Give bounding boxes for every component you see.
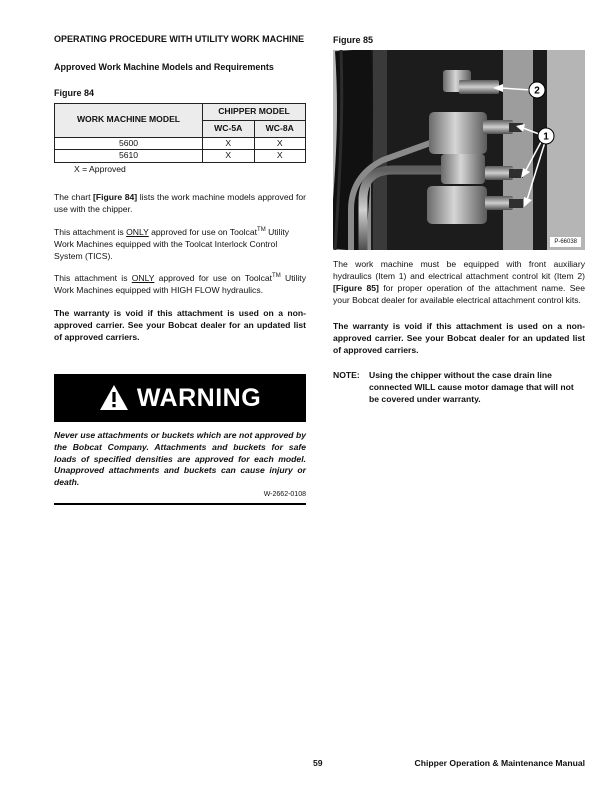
cell-model: 5600 [55,137,203,150]
approved-models-table [54,103,306,164]
cell-wc8a: X [254,150,306,163]
figure-85-label: Figure 85 [333,35,374,45]
warning-divider [54,503,306,505]
col-header-model: WORK MACHINE MODEL [55,103,203,137]
table-row [55,150,306,163]
cell-model: 5610 [55,150,203,163]
tics-paragraph: This attachment is ONLY approved for use on Toolcat™ Utility Work Machines equipped with the Toolcat Interlock Control System (TICS). [54,226,290,261]
figure-ref: [Figure 84] [93,192,138,203]
cell-wc5a: X [203,137,255,150]
table-legend: X = Approved [74,164,126,175]
warranty-notice-right: The warranty is void if this attachment is used on a non-approved carrier. See your Bobcat dealer for an updated list of approved carriers. [333,320,585,355]
requirements-paragraph: The work machine must be equipped with front auxiliary hydraulics (Item 1) and electrical attachment control kit (Item 2) [Figure 85] for proper operation of the attachment name. See your Bobcat dealer for available electrical attachment control kits. [333,259,585,305]
callout-2-label: 2 [534,85,540,97]
figure-ref: [Figure 85] [333,283,379,294]
warning-triangle-icon [99,384,129,411]
manual-title: Chipper Operation & Maintenance Manual [414,758,585,768]
hydraulic-coupler-photo [333,50,585,250]
note-text: Using the chipper without the case drain line connected WILL cause motor damage that will not be covered under warranty. [369,370,574,405]
page-number: 59 [313,758,323,768]
note-block [333,370,585,406]
section-title: OPERATING PROCEDURE WITH UTILITY WORK MACHINE [54,34,305,44]
callout-1-label: 1 [543,131,549,143]
chart-paragraph: The chart [Figure 84] lists the work machine models approved for use with the chipper. [54,192,306,215]
cell-wc5a: X [203,150,255,163]
col-header-wc8a: WC-8A [254,120,306,137]
warranty-notice: The warranty is void if this attachment is used on a non-approved carrier. See your Bobcat dealer for an updated list of approved carriers. [54,308,306,342]
high-flow-paragraph: This attachment is ONLY approved for use on Toolcat™ Utility Work Machines equipped with HIGH FLOW hydraulics. [54,273,306,296]
subheading: Approved Work Machine Models and Requirements [54,61,274,72]
warning-title: WARNING [136,383,262,412]
table-row [55,137,306,150]
right-column [333,34,585,406]
figure-84-label: Figure 84 [54,88,95,99]
cell-wc8a: X [254,137,306,150]
photo-code: P-66038 [550,237,581,247]
left-column [54,34,306,505]
col-header-chipper: CHIPPER MODEL [203,103,306,120]
coupler-photo-illustration [333,50,585,250]
warning-banner [54,374,306,422]
warning-code: W-2662-0108 [263,491,306,499]
note-label: NOTE: [333,370,360,381]
col-header-wc5a: WC-5A [203,120,255,137]
warning-body: Never use attachments or buckets which are not approved by the Bobcat Company. Attachments and buckets for safe loads of specified densities are approved for each model. Unapproved attachments and buckets can cause injury or death. [54,429,306,488]
